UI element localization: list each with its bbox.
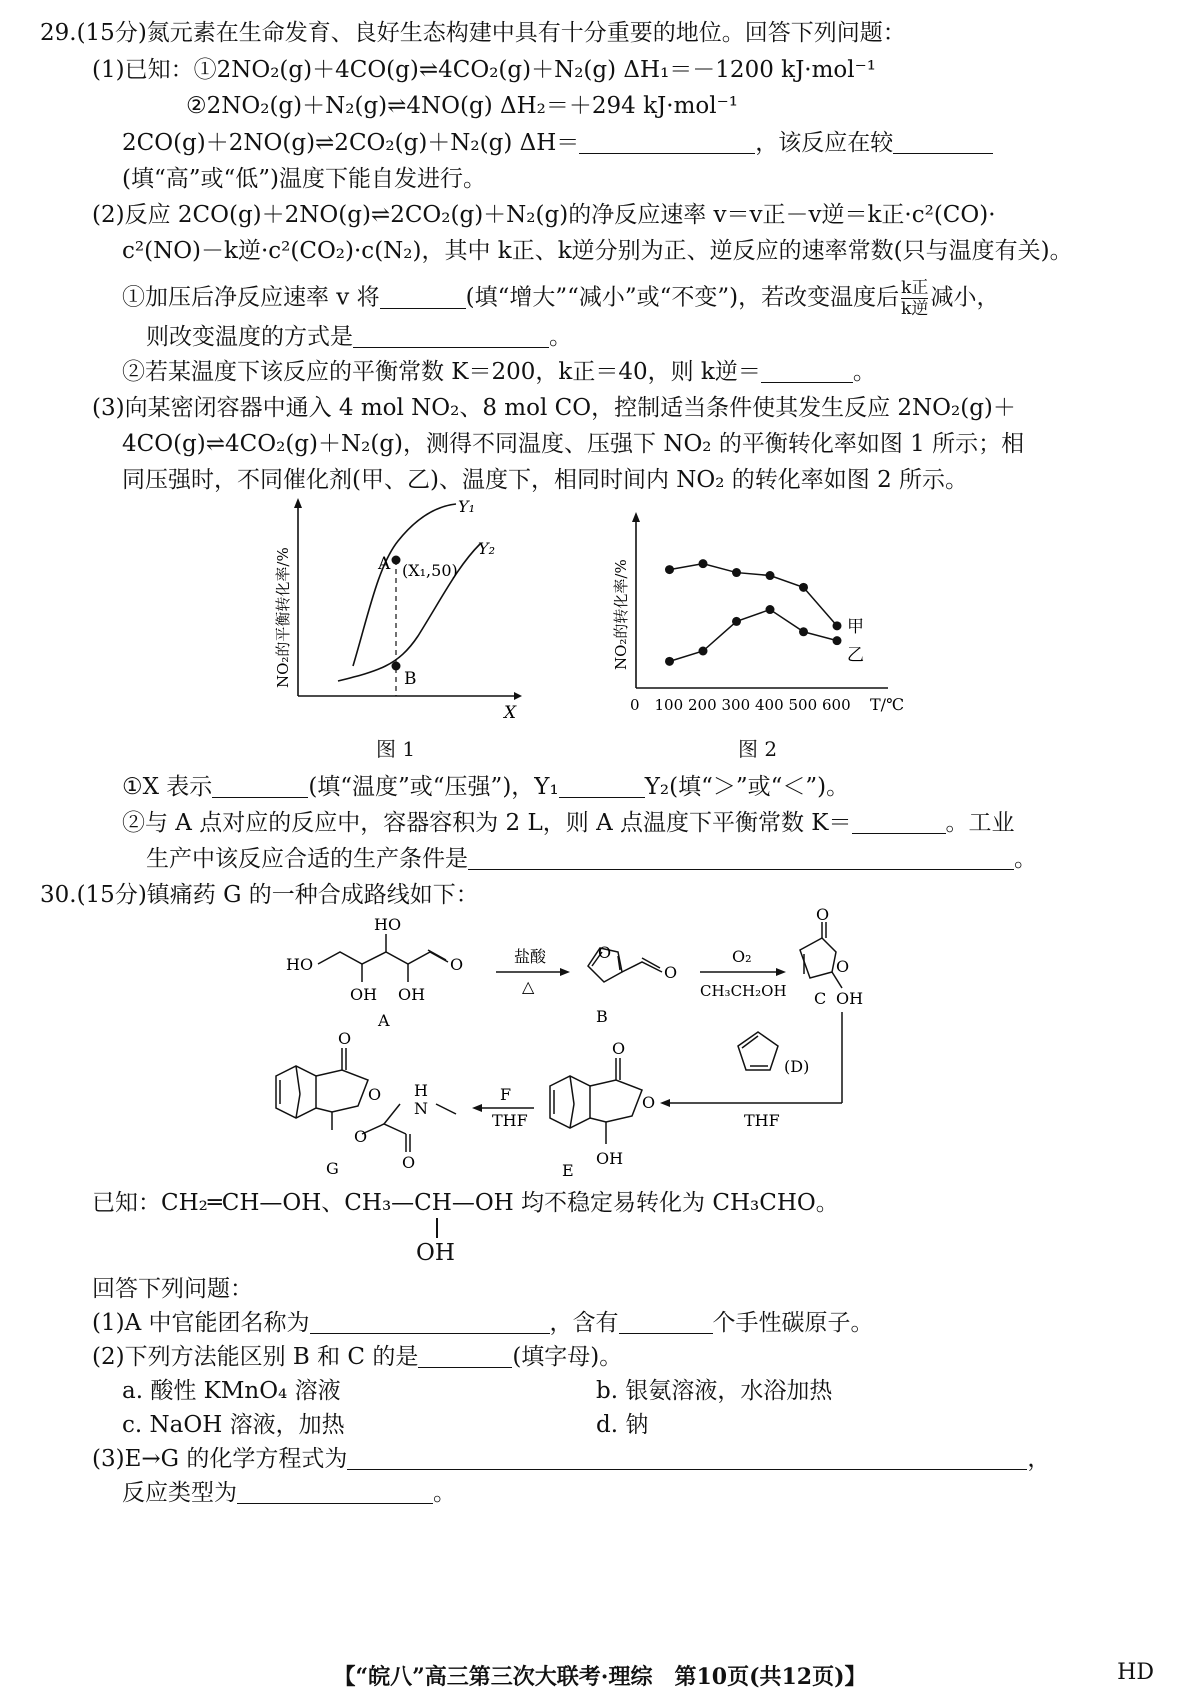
- atom-o: O: [402, 1153, 416, 1172]
- text: ，: [1027, 1446, 1051, 1472]
- text: (1)A 中官能团名称为: [92, 1310, 310, 1336]
- text: 生产中该反应合适的生产条件是: [146, 846, 468, 872]
- q30-option-b: b. 银氨溶液，水浴加热: [596, 1378, 833, 1404]
- point-a: [392, 556, 401, 565]
- compound-d-label: (D): [784, 1057, 810, 1076]
- rate-constant-ratio: [901, 278, 928, 319]
- x-tick-label: 500: [788, 696, 818, 714]
- text: 减小，: [930, 284, 1000, 311]
- atom-o: O: [338, 1029, 352, 1048]
- text: (填“温度”或“压强”)，Y₁: [308, 774, 559, 800]
- text: 。: [852, 359, 876, 385]
- x-tick-label: 200: [688, 696, 717, 714]
- point-a-label: A: [378, 554, 391, 574]
- condition-thf: THF: [744, 1111, 780, 1130]
- footer-code: HD: [1117, 1660, 1154, 1685]
- atom-oh: OH: [350, 985, 378, 1004]
- q29-part3-line1: (3)向某密闭容器中通入 4 mol NO₂、8 mol CO，控制适当条件使其发生反应 2NO₂(g)＋: [92, 395, 1016, 421]
- answer-blank[interactable]: [380, 286, 466, 309]
- atom-o: O: [642, 1093, 656, 1112]
- compound-g-label: G: [326, 1159, 339, 1178]
- q29-part2-sub2: [122, 357, 876, 387]
- data-point: [833, 636, 842, 645]
- series-label: 甲: [847, 616, 864, 637]
- text: ，该反应在较: [755, 130, 894, 156]
- q29-part2-line1: (2)反应 2CO(g)＋2NO(g)⇌2CO₂(g)＋N₂(g)的净反应速率 v＝v正－v逆＝k正·c²(CO)·: [92, 202, 996, 228]
- atom-o: O: [450, 955, 464, 974]
- synthesis-scheme: [270, 908, 870, 1226]
- q30-option-d: d. 钠: [596, 1412, 649, 1438]
- text: (3)E→G 的化学方程式为: [92, 1446, 348, 1472]
- atom-h: H: [414, 1081, 428, 1100]
- answer-blank[interactable]: [310, 1311, 550, 1334]
- data-point: [732, 568, 741, 577]
- answer-blank[interactable]: [347, 1447, 1027, 1470]
- point-b-label: B: [404, 669, 417, 689]
- answer-blank[interactable]: [212, 775, 308, 798]
- data-point: [766, 571, 775, 580]
- page-footer: 【“皖八”高三第三次大联考·理综 第10页(共12页)】: [333, 1664, 867, 1690]
- text: 则改变温度的方式是: [146, 324, 353, 350]
- q30-heading: 30.(15分)镇痛药 G 的一种合成路线如下：: [40, 882, 479, 908]
- x-tick-label: 600: [822, 696, 851, 714]
- text: (填字母)。: [512, 1344, 623, 1370]
- data-point: [699, 559, 708, 568]
- atom-o: O: [664, 963, 678, 982]
- atom-o: O: [598, 943, 612, 962]
- q30-option-c: c. NaOH 溶液，加热: [122, 1412, 345, 1438]
- text: 反应类型为: [122, 1480, 237, 1506]
- text: ，含有: [549, 1310, 619, 1336]
- data-point: [665, 657, 674, 666]
- atom-oh: OH: [398, 985, 426, 1004]
- figure-1-bg: [268, 496, 528, 734]
- data-point: [665, 565, 674, 574]
- q29-part1-intro: (1)已知：①2NO₂(g)＋4CO(g)⇌4CO₂(g)＋N₂(g) ΔH₁＝－1200 kJ·mol⁻¹: [92, 57, 876, 83]
- answer-blank[interactable]: [619, 1311, 713, 1334]
- condition-ethanol: CH₃CH₂OH: [700, 982, 787, 1000]
- condition-thf: THF: [492, 1111, 528, 1130]
- point-b: [392, 662, 401, 671]
- text: 2CO(g)＋2NO(g)⇌2CO₂(g)＋N₂(g) ΔH＝: [122, 130, 580, 156]
- q30-part1: [92, 1308, 874, 1338]
- q29-part1-hint: (填“高”或“低”)温度下能自发进行。: [122, 166, 486, 192]
- figure-2-caption: 图 2: [738, 737, 778, 761]
- answer-blank[interactable]: [468, 847, 1014, 870]
- text: Y₂(填“＞”或“＜”)。: [644, 774, 850, 800]
- text: (2)下列方法能区别 B 和 C 的是: [92, 1344, 419, 1370]
- point-a-coord: (X₁,50): [402, 561, 458, 580]
- condition-f: F: [500, 1085, 512, 1104]
- q29-part3-line3: 同压强时，不同催化剂(甲、乙)、温度下，相同时间内 NO₂ 的转化率如图 2 所示。: [122, 467, 969, 493]
- atom-ho: HO: [286, 955, 314, 974]
- q30-answer-prompt: 回答下列问题：: [92, 1276, 253, 1302]
- data-point: [833, 621, 842, 630]
- data-point: [699, 647, 708, 656]
- answer-blank[interactable]: [579, 131, 755, 154]
- answer-blank[interactable]: [852, 811, 946, 834]
- text: ②与 A 点对应的反应中，容器容积为 2 L，则 A 点温度下平衡常数 K＝: [122, 810, 852, 836]
- y-axis-label: NO₂的平衡转化率/%: [274, 547, 292, 688]
- condition-o2: O₂: [732, 947, 752, 966]
- y-axis-label: NO₂的转化率/%: [612, 559, 630, 670]
- figure-2-chart: [604, 510, 906, 734]
- answer-blank[interactable]: [893, 131, 993, 154]
- series-label: 乙: [847, 645, 864, 666]
- q29-part2-sub1-cont: [146, 322, 572, 352]
- x-tick-label: 300: [721, 696, 751, 714]
- text: ①加压后净反应速率 v 将: [122, 284, 380, 311]
- q29-part2-line2: c²(NO)－k逆·c²(CO₂)·c(N₂)，其中 k正、k逆分别为正、逆反应的速率常数(只与温度有关)。: [122, 238, 1073, 264]
- q29-part2-sub1: [122, 278, 999, 319]
- text: 。: [433, 1480, 456, 1506]
- answer-blank[interactable]: [237, 1481, 433, 1504]
- figure-1: [268, 496, 528, 734]
- atom-o: O: [354, 1127, 368, 1146]
- q30-part3: [92, 1444, 1050, 1474]
- text: 。: [1014, 846, 1037, 872]
- q29-part3-sub1: [122, 772, 849, 802]
- data-point: [732, 617, 741, 626]
- curve-y2-label: Y₂: [478, 539, 495, 558]
- atom-o: O: [816, 908, 830, 924]
- compound-a-label: A: [378, 1011, 390, 1030]
- x-tick-label: 0: [630, 696, 640, 714]
- q29-part1-question: [122, 128, 993, 158]
- text: ②若某温度下该反应的平衡常数 K＝200，k正＝40，则 k逆＝: [122, 359, 761, 385]
- x-tick-label: 400: [755, 696, 784, 714]
- text: 。工业: [945, 810, 1015, 836]
- data-point: [766, 605, 775, 614]
- text: (填“增大”“减小”或“不变”)，若改变温度后: [465, 284, 900, 311]
- answer-blank[interactable]: [761, 360, 853, 383]
- q30-part3-cont: [122, 1478, 456, 1508]
- atom-oh: OH: [596, 1149, 624, 1168]
- known-info-bond: [436, 1218, 438, 1238]
- q29-part1-eq2: ②2NO₂(g)＋N₂(g)⇌4NO(g) ΔH₂＝＋294 kJ·mol⁻¹: [186, 93, 738, 119]
- q29-part3-sub2-cont: [146, 844, 1037, 874]
- compound-b-label: B: [596, 1007, 608, 1026]
- condition-heat: △: [522, 977, 535, 996]
- curve-y1-label: Y₁: [458, 497, 475, 516]
- q30-known-info: 已知：CH₂═CH—OH、CH₃—CH—OH 均不稳定易转化为 CH₃CHO。: [92, 1190, 839, 1216]
- q29-heading: 29.(15分)氮元素在生命发育、良好生态构建中具有十分重要的地位。回答下列问题：: [40, 20, 906, 46]
- q29-part3-sub2: [122, 808, 1015, 838]
- atom-o: O: [368, 1085, 382, 1104]
- q30-option-a: a. 酸性 KMnO₄ 溶液: [122, 1378, 341, 1404]
- atom-ho: HO: [374, 915, 402, 934]
- q30-known-oh: OH: [416, 1240, 455, 1266]
- condition-hcl: 盐酸: [514, 947, 547, 966]
- data-point: [799, 583, 808, 592]
- figure-1-caption: 图 1: [376, 737, 416, 761]
- atom-n: N: [414, 1099, 428, 1118]
- fraction-denominator: k逆: [901, 299, 929, 319]
- compound-c-label: C: [814, 989, 827, 1008]
- atom-o: O: [836, 957, 850, 976]
- fraction-numerator: k正: [901, 278, 929, 298]
- x-tick-label: 100: [654, 696, 684, 714]
- atom-oh: OH: [836, 989, 864, 1008]
- q30-part2: [92, 1342, 622, 1372]
- x-axis-label: X: [504, 703, 517, 723]
- text: ①X 表示: [122, 774, 213, 800]
- text: 个手性碳原子。: [712, 1310, 874, 1336]
- answer-blank[interactable]: [353, 325, 549, 348]
- text: 。: [549, 324, 572, 350]
- atom-o: O: [612, 1039, 626, 1058]
- answer-blank[interactable]: [418, 1345, 512, 1368]
- data-point: [799, 627, 808, 636]
- answer-blank[interactable]: [559, 775, 645, 798]
- compound-e-label: E: [562, 1161, 574, 1180]
- x-axis-label: T/℃: [870, 695, 904, 714]
- q29-part3-line2: 4CO(g)⇌4CO₂(g)＋N₂(g)，测得不同温度、压强下 NO₂ 的平衡转化率如图 1 所示；相: [122, 431, 1025, 457]
